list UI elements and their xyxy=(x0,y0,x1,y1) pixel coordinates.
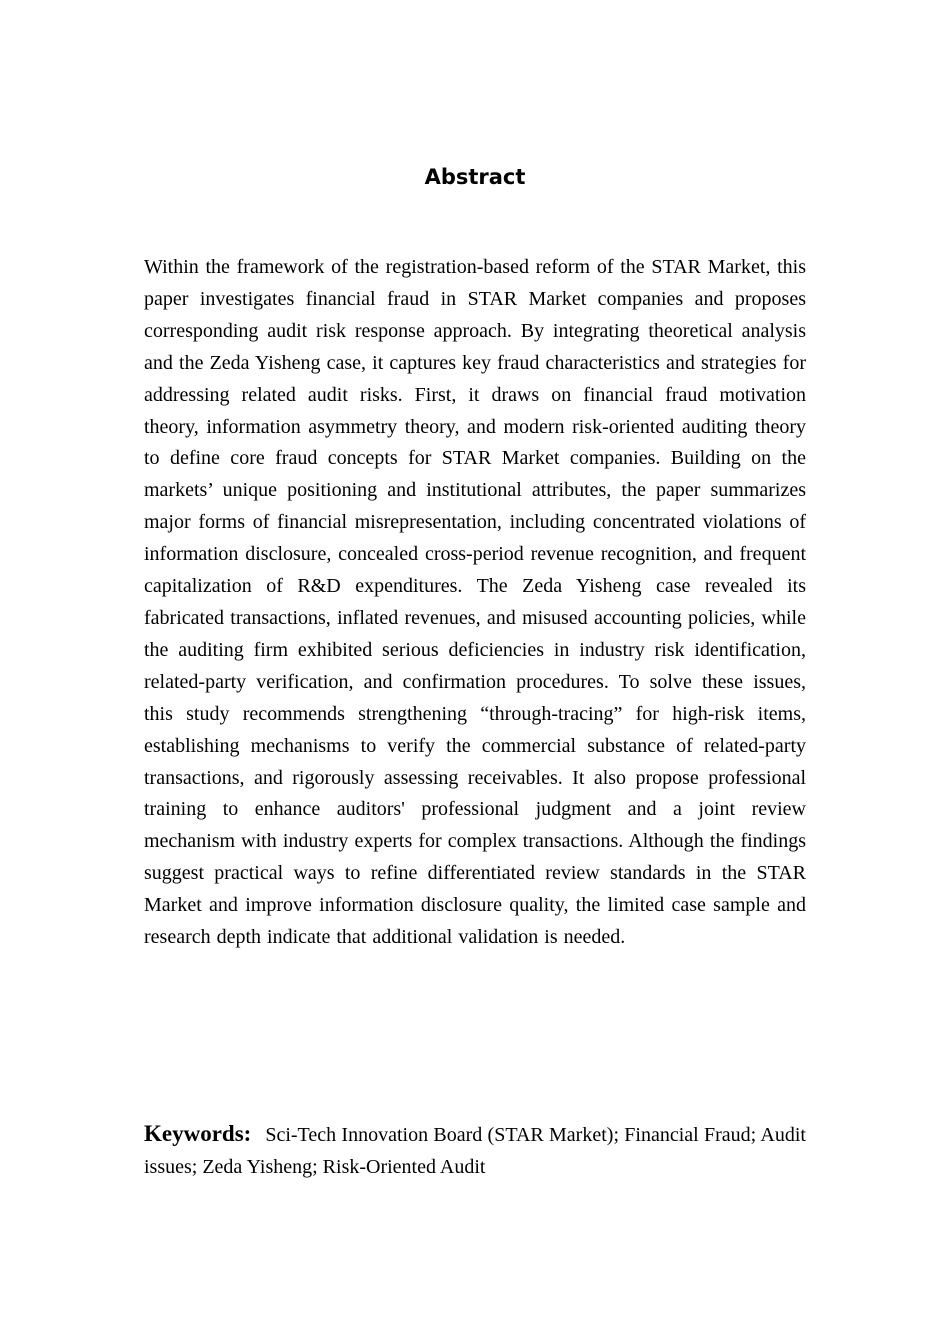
keywords-label: Keywords: xyxy=(144,1121,252,1146)
abstract-title: Abstract xyxy=(424,165,526,189)
keywords-text: Sci-Tech Innovation Board (STAR Market); Financial Fraud; Audit issues; Zeda Yisheng; Risk-Oriented Audit xyxy=(144,1124,806,1178)
abstract-paragraph: Within the framework of the registration-based reform of the STAR Market, this paper investigates financial fraud in STAR Market companies and proposes corresponding audit risk response approach. By integrating theoretical analysis and the Zeda Yisheng case, it captures key fraud characteristics and strategies for addressing related audit risks. First, it draws on financial fraud motivation theory, information asymmetry theory, and modern risk-oriented auditing theory to define core fraud concepts for STAR Market companies. Building on the markets’ unique positioning and institutional attributes, the paper summarizes major forms of financial misrepresentation, including concentrated violations of information disclosure, concealed cross-period revenue recognition, and frequent capitalization of R&D expenditures. The Zeda Yisheng case revealed its fabricated transactions, inflated revenues, and misused accounting policies, while the auditing firm exhibited serious deficiencies in industry risk identification, related-party verification, and confirmation procedures. To solve these issues, this study recommends strengthening “through-tracing” for high-risk items, establishing mechanisms to verify the commercial substance of related-party transactions, and rigorously assessing receivables. It also propose professional training to enhance auditors' professional judgment and a joint review mechanism with industry experts for complex transactions. Although the findings suggest practical ways to refine differentiated review standards in the STAR Market and improve information disclosure quality, the limited case sample and research depth indicate that additional validation is needed. xyxy=(144,256,806,949)
keywords-line xyxy=(144,1118,806,1184)
